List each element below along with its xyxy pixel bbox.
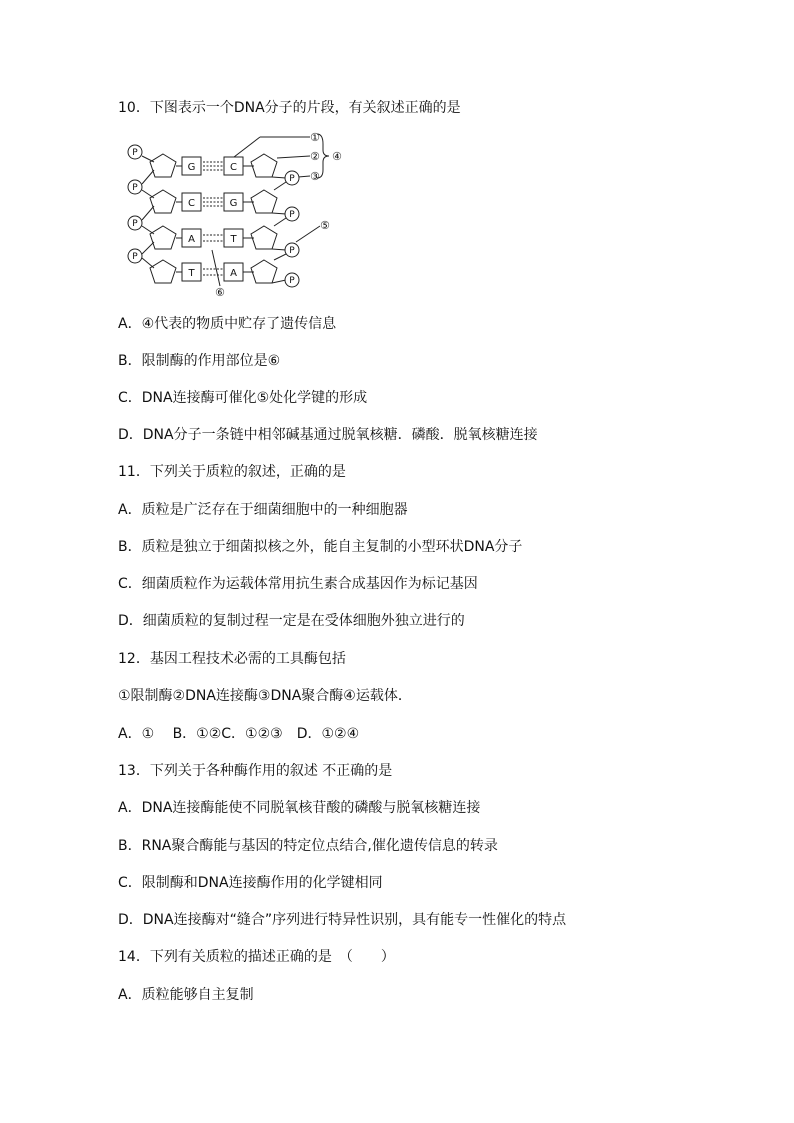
callout-3: ③: [310, 170, 320, 183]
question-13-option-a: A．DNA连接酶能使不同脱氧核苷酸的磷酸与脱氧核糖连接: [118, 800, 481, 816]
question-11-stem: 11．下列关于质粒的叙述，正确的是: [118, 464, 346, 480]
question-10-stem: 10．下图表示一个DNA分子的片段，有关叙述正确的是: [118, 100, 461, 116]
phosphate-label: P: [289, 174, 295, 184]
phosphate-label: P: [289, 210, 295, 220]
question-11-option-c: C．细菌质粒作为运载体常用抗生素合成基因作为标记基因: [118, 576, 478, 592]
question-10-option-c: C．DNA连接酶可催化⑤处化学键的形成: [118, 390, 368, 406]
phosphate-label: P: [289, 276, 295, 286]
question-14-option-a: A．质粒能够自主复制: [118, 987, 254, 1003]
base-right-4: A: [230, 268, 237, 279]
base-right-1: C: [230, 162, 237, 173]
base-right-3: T: [230, 234, 237, 245]
phosphate-label: P: [132, 252, 138, 262]
question-13-option-c: C．限制酶和DNA连接酶作用的化学键相同: [118, 875, 383, 891]
question-12-options: A．① B．①②C．①②③ D．①②④: [118, 726, 360, 742]
base-right-2: G: [229, 198, 238, 209]
base-left-2: C: [188, 198, 195, 209]
callout-4: ④: [332, 150, 342, 163]
question-13-option-b: B．RNA聚合酶能与基因的特定位点结合,催化遗传信息的转录: [118, 838, 498, 854]
question-11-option-b: B．质粒是独立于细菌拟核之外，能自主复制的小型环状DNA分子: [118, 539, 523, 555]
question-14-stem: 14．下列有关质粒的描述正确的是 （ ）: [118, 949, 395, 965]
base-left-3: A: [188, 234, 195, 245]
base-left-1: G: [187, 162, 196, 173]
question-11-option-a: A．质粒是广泛存在于细菌细胞中的一种细胞器: [118, 502, 408, 518]
question-11-option-d: D．细菌质粒的复制过程一定是在受体细胞外独立进行的: [118, 613, 465, 629]
question-10-option-a: A．④代表的物质中贮存了遗传信息: [118, 316, 337, 332]
phosphate-label: P: [289, 246, 295, 256]
callout-6: ⑥: [215, 286, 225, 299]
question-12-items: ①限制酶②DNA连接酶③DNA聚合酶④运载体．: [118, 688, 412, 704]
dna-fragment-diagram: [120, 128, 360, 300]
callout-1: ①: [310, 131, 320, 144]
base-left-4: T: [188, 268, 195, 279]
phosphate-label: P: [132, 148, 138, 158]
question-13-stem: 13．下列关于各种酶作用的叙述 不正确的是: [118, 763, 393, 779]
question-12-stem: 12．基因工程技术必需的工具酶包括: [118, 651, 346, 667]
question-10-option-d: D．DNA分子一条链中相邻碱基通过脱氧核糖．磷酸．脱氧核糖连接: [118, 427, 538, 443]
phosphate-label: P: [132, 219, 138, 229]
question-10-option-b: B．限制酶的作用部位是⑥: [118, 353, 281, 369]
question-13-option-d: D．DNA连接酶对“缝合”序列进行特异性识别，具有能专一性催化的特点: [118, 912, 567, 928]
phosphate-label: P: [132, 183, 138, 193]
callout-5: ⑤: [320, 219, 330, 232]
callout-2: ②: [310, 150, 320, 163]
